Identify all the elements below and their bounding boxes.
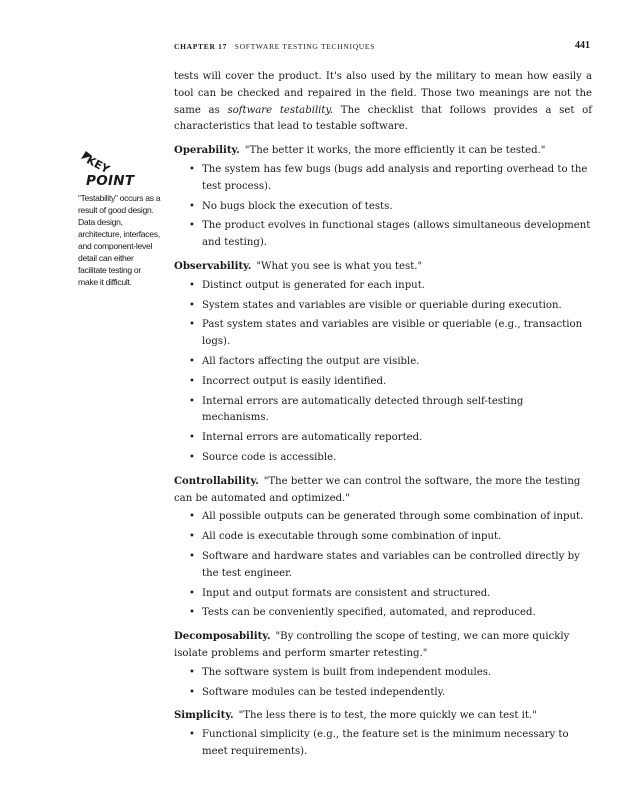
main-content [174,69,592,764]
chapter-title: SOFTWARE TESTING TECHNIQUES [234,42,376,51]
section-simplicity [174,707,592,760]
list-item: • All code is executable through some combination of input. [174,529,592,546]
key-point-note: “Testability” occurs as a result of good design. Data design, architecture, interfaces, and component-level detail can either facilitate testing or make it difficult. [78,193,161,287]
list-item: • Distinct output is generated for each input. [174,278,592,295]
section-heading: Operability. [174,144,240,157]
list-item: • Past system states and variables are visible or queriable (e.g., transaction logs). [174,317,592,351]
list-item: • System states and variables are visible or queriable during execution. [174,298,592,315]
testability-term: software testability. [227,104,334,116]
key-point-sidebar [78,147,162,288]
section-quote: "What you see is what you test." [256,260,423,272]
list-item: • Source code is accessible. [174,450,592,467]
bullet-list [174,162,592,252]
list-item: • Software and hardware states and variables can be controlled directly by the test engineer. [174,549,592,583]
section-heading: Decomposability. [174,630,271,643]
list-item: • All factors affecting the output are visible. [174,354,592,371]
section-quote: "By controlling the scope of testing, we can more quickly isolate problems and perform smarter retesting." [174,631,570,659]
bullet-list [174,278,592,467]
list-item: • The product evolves in functional stages (allows simultaneous development and testing). [174,218,592,252]
chapter-number: CHAPTER 17 [174,42,228,51]
intro-paragraph: tests will cover the product. It's also used by the military to mean how easily a tool can be checked and repaired in the field. Those two meanings are not the same as software testability. The checklist that follows provides a set of characteristics that lead to testable software. [174,71,592,133]
list-item: • Functional simplicity (e.g., the feature set is the minimum necessary to meet requirements). [174,727,592,761]
section-quote: "The less there is to test, the more quickly we can test it." [238,710,537,722]
section-quote: "The better we can control the software, the more the testing can be automated and optimized." [174,475,581,504]
bullet-list [174,509,592,622]
page-number: 441 [575,40,590,51]
list-item: • All possible outputs can be generated through some combination of input. [174,509,592,526]
list-item: • Incorrect output is easily identified. [174,374,592,391]
list-item: • Internal errors are automatically detected through self-testing mechanisms. [174,394,592,428]
key-word: KEY [84,153,112,177]
list-item: • Input and output formats are consistent and structured. [174,586,592,603]
list-item: • Software modules can be tested independently. [174,685,592,702]
list-item: • Internal errors are automatically reported. [174,430,592,447]
section-controllability [174,473,592,622]
point-word: POINT [86,173,135,189]
key-point-logo [78,147,162,189]
running-head [174,41,590,55]
bullet-list [174,665,592,702]
list-item: • The system has few bugs (bugs add analysis and reporting overhead to the test process). [174,162,592,196]
section-operability [174,142,592,252]
section-observability [174,258,592,467]
section-heading: Simplicity. [174,709,234,722]
section-quote: "The better it works, the more efficiently it can be tested." [244,145,546,157]
list-item: • The software system is built from independent modules. [174,665,592,682]
section-decomposability [174,628,592,701]
section-heading: Observability. [174,259,252,272]
list-item: • Tests can be conveniently specified, automated, and reproduced. [174,605,592,622]
chapter-label [174,42,375,51]
bullet-list [174,727,592,761]
section-heading: Controllability. [174,474,259,487]
list-item: • No bugs block the execution of tests. [174,199,592,216]
